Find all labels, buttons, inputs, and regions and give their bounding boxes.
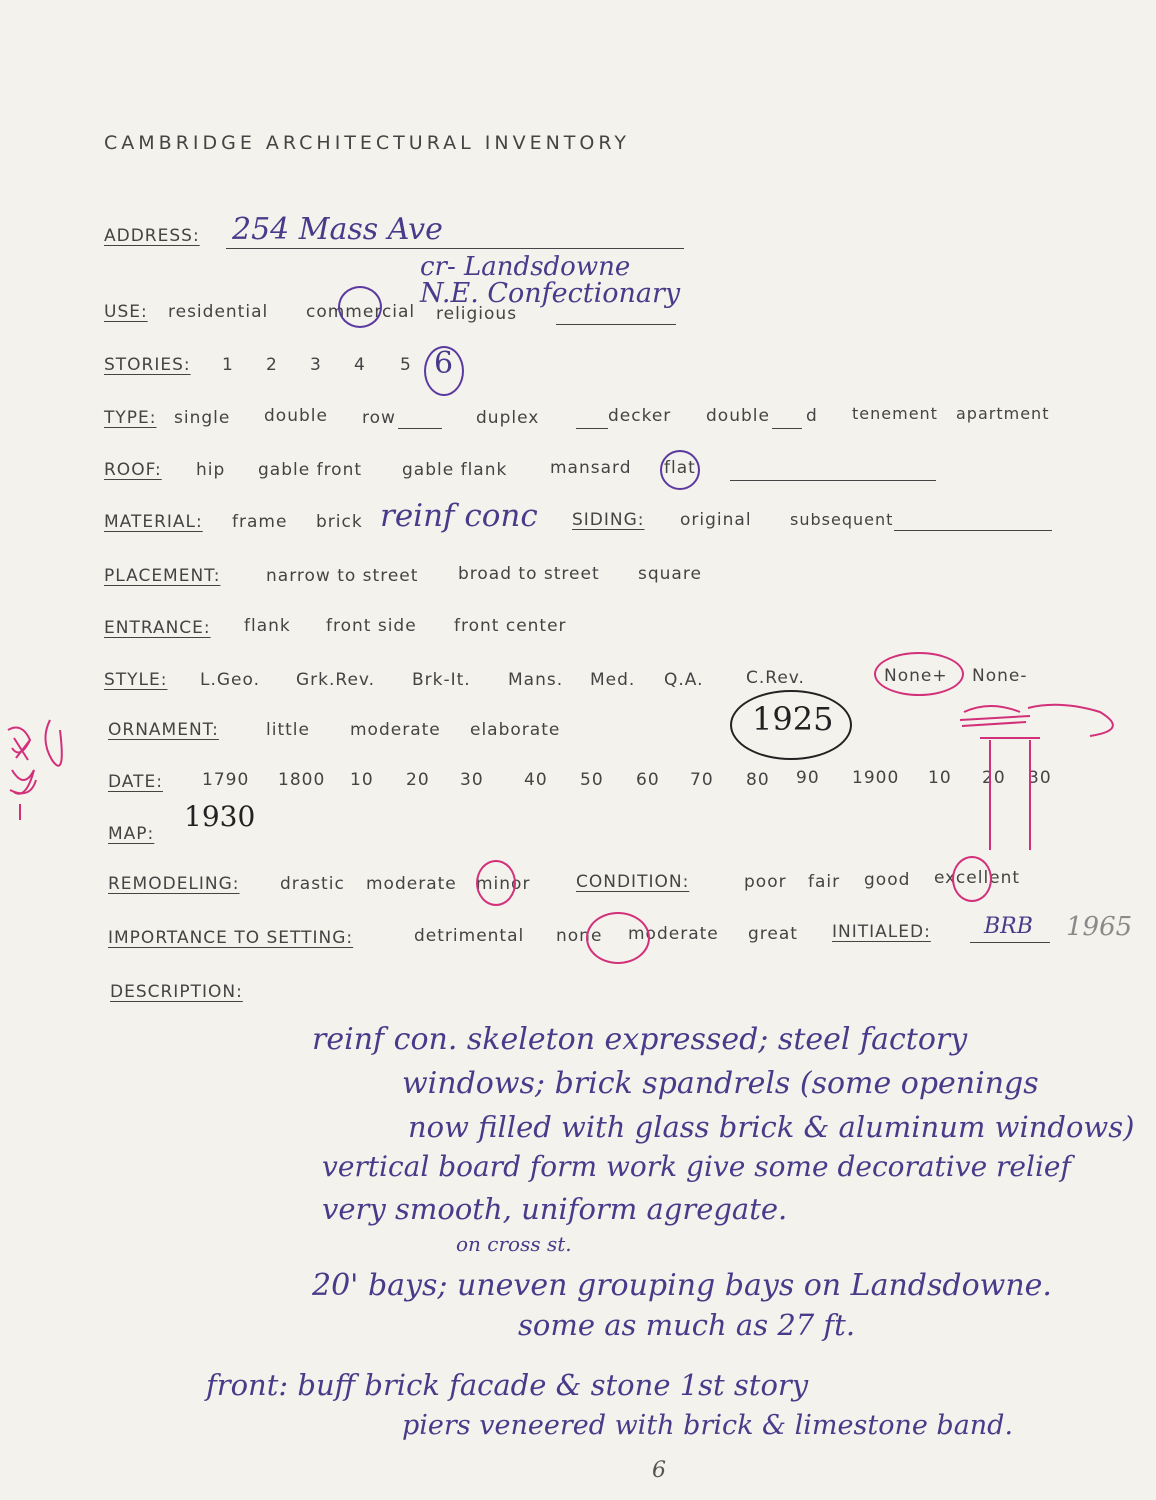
type-decker: decker: [608, 406, 672, 426]
date-70: 70: [690, 770, 714, 790]
initialed-label: INITIALED:: [832, 922, 931, 942]
date-50: 50: [580, 770, 604, 790]
date-label: DATE:: [108, 772, 163, 792]
stories-4: 4: [354, 355, 366, 375]
description-line: very smooth, uniform agregate.: [322, 1192, 788, 1226]
use-label: USE:: [104, 302, 148, 322]
stories-2: 2: [266, 355, 278, 375]
placement-label: PLACEMENT:: [104, 566, 221, 586]
material-label: MATERIAL:: [104, 512, 203, 532]
style-med: Med.: [590, 670, 636, 690]
type-row: row: [362, 408, 396, 428]
style-mans: Mans.: [508, 670, 564, 690]
description-line: vertical board form work give some decorative relief: [322, 1150, 1071, 1183]
entrance-front-side: front side: [326, 616, 417, 636]
margin-scribble-4: [45, 720, 61, 766]
remodeling-drastic: drastic: [280, 874, 345, 894]
stories-1: 1: [222, 355, 234, 375]
siding-label: SIDING:: [572, 510, 645, 530]
type-double-d: double: [706, 406, 770, 426]
stories-6: 6: [434, 346, 454, 381]
type-label: TYPE:: [104, 408, 157, 428]
date-20b: 20: [982, 768, 1006, 788]
type-double: double: [264, 406, 328, 426]
margin-scribble-2: [12, 738, 34, 794]
condition-label: CONDITION:: [576, 872, 690, 892]
date-circled-value: 1925: [752, 700, 834, 738]
date-30a: 30: [460, 770, 484, 790]
deleted-note: [1028, 705, 1113, 736]
initialed-value: BRB: [984, 914, 1033, 939]
type-d: d: [806, 406, 818, 426]
description-line: reinf con. skeleton expressed; steel factory: [312, 1022, 968, 1057]
style-none-plus: None+: [884, 666, 948, 686]
style-qa: Q.A.: [664, 670, 704, 690]
style-none-minus: None-: [972, 666, 1028, 686]
style-grkrev: Grk.Rev.: [296, 670, 376, 690]
placement-broad: broad to street: [458, 564, 600, 584]
type-single: single: [174, 408, 231, 428]
importance-moderate: moderate: [628, 924, 719, 944]
type-duplex: duplex: [476, 408, 540, 428]
date-20a: 20: [406, 770, 430, 790]
ornament-little: little: [266, 720, 310, 740]
description-line: on cross st.: [456, 1232, 572, 1256]
address-note: cr- Landsdowne: [420, 252, 631, 282]
date-10a: 10: [350, 770, 374, 790]
entrance-label: ENTRANCE:: [104, 618, 211, 638]
description-line: some as much as 27 ft.: [518, 1308, 856, 1342]
date-60: 60: [636, 770, 660, 790]
ornament-elaborate: elaborate: [470, 720, 561, 740]
placement-square: square: [638, 564, 702, 584]
description-line: now filled with glass brick & aluminum windows): [408, 1110, 1135, 1144]
ornament-label: ORNAMENT:: [108, 720, 219, 740]
use-option-residential: residential: [168, 302, 269, 322]
date-90: 90: [796, 768, 820, 788]
siding-original: original: [680, 510, 752, 530]
margin-scribble-3: [10, 780, 36, 820]
use-option-religious: religious: [436, 304, 518, 324]
style-label: STYLE:: [104, 670, 168, 690]
date-30b: 30: [1028, 768, 1052, 788]
placement-narrow: narrow to street: [266, 566, 419, 586]
use-note: N.E. Confectionary: [420, 278, 681, 309]
description-line: 20' bays; uneven grouping bays on Landsdowne.: [312, 1268, 1052, 1303]
map-value: 1930: [184, 800, 256, 833]
style-crev: C.Rev.: [746, 668, 805, 688]
condition-excellent: excellent: [934, 868, 1021, 888]
margin-scribble-1: [8, 728, 30, 753]
initialed-year: 1965: [1066, 912, 1133, 942]
style-lgeo: L.Geo.: [200, 670, 261, 690]
stories-3: 3: [310, 355, 322, 375]
material-brick: brick: [316, 512, 363, 532]
stories-label: STORIES:: [104, 355, 191, 375]
remodeling-moderate: moderate: [366, 874, 457, 894]
importance-none: none: [556, 926, 603, 946]
date-1900: 1900: [852, 768, 900, 788]
roof-gable-front: gable front: [258, 460, 363, 480]
roof-flat: flat: [664, 458, 696, 478]
style-brkit: Brk-It.: [412, 670, 471, 690]
entrance-front-center: front center: [454, 616, 567, 636]
description-line: piers veneered with brick & limestone band.: [402, 1410, 1014, 1441]
description-line: front: buff brick facade & stone 1st story: [206, 1368, 809, 1402]
date-1800: 1800: [278, 770, 326, 790]
material-frame: frame: [232, 512, 288, 532]
page-number: 6: [652, 1458, 666, 1483]
address-value: 254 Mass Ave: [232, 212, 443, 247]
importance-great: great: [748, 924, 798, 944]
address-label: ADDRESS:: [104, 226, 200, 246]
siding-subsequent: subsequent: [790, 510, 894, 529]
roof-label: ROOF:: [104, 460, 162, 480]
roof-mansard: mansard: [550, 458, 632, 478]
importance-detrimental: detrimental: [414, 926, 525, 946]
roof-hip: hip: [196, 460, 226, 480]
form-title: CAMBRIDGE ARCHITECTURAL INVENTORY: [104, 132, 630, 154]
description-label: DESCRIPTION:: [110, 982, 243, 1002]
condition-fair: fair: [808, 872, 841, 892]
importance-label: IMPORTANCE TO SETTING:: [108, 928, 354, 948]
date-10b: 10: [928, 768, 952, 788]
stories-5: 5: [400, 355, 412, 375]
condition-good: good: [864, 870, 911, 890]
date-40: 40: [524, 770, 548, 790]
roof-gable-flank: gable flank: [402, 460, 508, 480]
remodeling-label: REMODELING:: [108, 874, 240, 894]
date-80: 80: [746, 770, 770, 790]
type-apartment: apartment: [956, 404, 1050, 423]
type-tenement: tenement: [852, 404, 938, 423]
ornament-moderate: moderate: [350, 720, 441, 740]
condition-poor: poor: [744, 872, 787, 892]
date-1790: 1790: [202, 770, 250, 790]
material-value: reinf conc: [380, 498, 538, 534]
description-line: windows; brick spandrels (some openings: [402, 1066, 1039, 1101]
entrance-flank: flank: [244, 616, 291, 636]
use-option-commercial: commercial: [306, 302, 416, 322]
map-label: MAP:: [108, 824, 155, 844]
ornament-crossout: [960, 706, 1030, 726]
remodeling-minor: minor: [476, 874, 531, 894]
